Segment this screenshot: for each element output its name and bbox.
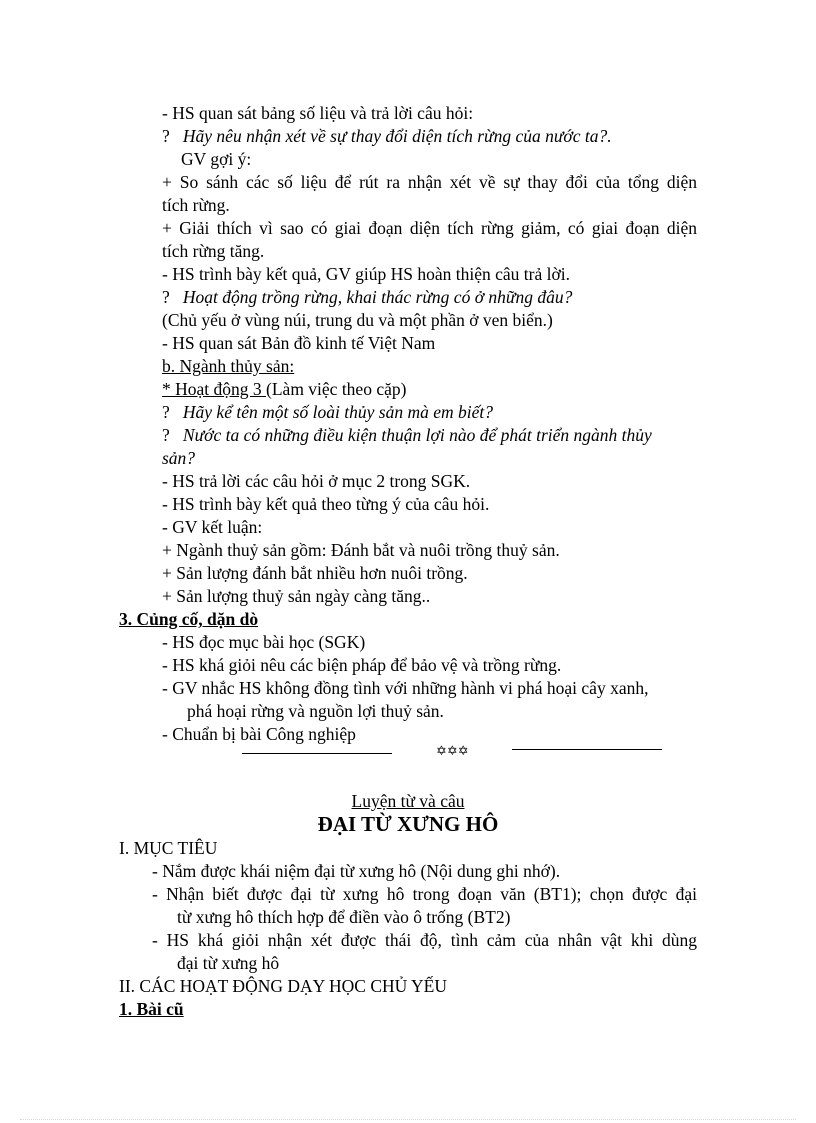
question-text: Hãy kể tên một số loài thủy sản mà em biết? [182, 402, 493, 422]
question-mark: ? [162, 425, 170, 445]
text-line: - HS đọc mục bài học (SGK) [162, 632, 366, 652]
lesson-title: ĐẠI TỪ XƯNG HÔ [317, 812, 499, 836]
section-heading: 3. Củng cố, dặn dò [119, 609, 259, 629]
question-mark: ? [162, 402, 170, 422]
section-heading: II. CÁC HOẠT ĐỘNG DẠY HỌC CHỦ YẾU [119, 976, 447, 996]
text-line: - GV kết luận: [162, 517, 263, 537]
text-line: - GV nhắc HS không đồng tình với những hành vi phá hoại cây xanh, [162, 678, 649, 698]
section-heading: I. MỤC TIÊU [119, 838, 218, 858]
text-line: - Chuẩn bị bài Công nghiệp [162, 724, 356, 744]
question-text: Nước ta có những điều kiện thuận lợi nào để phát triển ngành thủy [182, 425, 652, 445]
text-line: + So sánh các số liệu để rút ra nhận xét về sự thay đổi của tổng diện [162, 172, 697, 192]
text-line: - Nắm được khái niệm đại từ xưng hô (Nội dung ghi nhớ). [152, 861, 561, 881]
separator-line-right [512, 749, 662, 750]
text-line: (Chủ yếu ở vùng núi, trung du và một phần ở ven biển.) [162, 310, 553, 330]
activity-rest: (Làm việc theo cặp) [266, 379, 407, 399]
text-line: - HS khá giỏi nhận xét được thái độ, tình cảm của nhân vật khi dùng [152, 930, 697, 950]
text-line: - Nhận biết được đại từ xưng hô trong đoạn văn (BT1); chọn được đại [152, 884, 697, 904]
text-line: - HS quan sát bảng số liệu và trả lời câu hỏi: [162, 103, 474, 123]
activity-line [162, 378, 406, 400]
question-line [162, 125, 612, 147]
text-line: - HS trình bày kết quả, GV giúp HS hoàn thiện câu trả lời. [162, 264, 570, 284]
text-line: phá hoại rừng và nguồn lợi thuỷ sản. [187, 701, 444, 721]
text-line: GV gợi ý: [181, 149, 252, 169]
subsection-heading: 1. Bài cũ [119, 999, 184, 1019]
text-line: đại từ xưng hô [177, 953, 280, 973]
section-heading: b. Ngành thủy sản: [162, 356, 295, 376]
question-text: Hãy nêu nhận xét về sự thay đổi diện tích rừng của nước ta?. [182, 126, 612, 146]
text-line: - HS quan sát Bản đồ kinh tế Việt Nam [162, 333, 436, 353]
lesson-subject: Luyện từ và câu [351, 791, 465, 811]
question-mark: ? [162, 126, 170, 146]
text-line: - HS trình bày kết quả theo từng ý của câu hỏi. [162, 494, 490, 514]
question-line [162, 424, 652, 446]
text-line: tích rừng tăng. [162, 241, 265, 261]
question-line [162, 286, 572, 308]
text-line: + Ngành thuỷ sản gồm: Đánh bắt và nuôi trồng thuỷ sản. [162, 540, 560, 560]
page-bottom-border [20, 1119, 796, 1120]
text-line: - HS khá giỏi nêu các biện pháp để bảo vệ và trồng rừng. [162, 655, 562, 675]
text-line: + Sản lượng thuỷ sản ngày càng tăng.. [162, 586, 431, 606]
question-line [162, 401, 493, 423]
question-mark: ? [162, 287, 170, 307]
text-line: từ xưng hô thích hợp để điền vào ô trống (BT2) [177, 907, 511, 927]
activity-label: * Hoạt động 3 [162, 379, 267, 399]
stars-ornament: ✡✡✡ [436, 744, 469, 759]
text-line: tích rừng. [162, 195, 230, 215]
text-line: - HS trả lời các câu hỏi ở mục 2 trong SGK. [162, 471, 471, 491]
question-text-continued: sản? [162, 448, 196, 468]
text-line: + Sản lượng đánh bắt nhiều hơn nuôi trồng. [162, 563, 468, 583]
question-text: Hoạt động trồng rừng, khai thác rừng có ở những đâu? [182, 287, 573, 307]
text-line: + Giải thích vì sao có giai đoạn diện tích rừng giảm, có giai đoạn diện [162, 218, 697, 238]
separator-line-left [242, 753, 392, 754]
